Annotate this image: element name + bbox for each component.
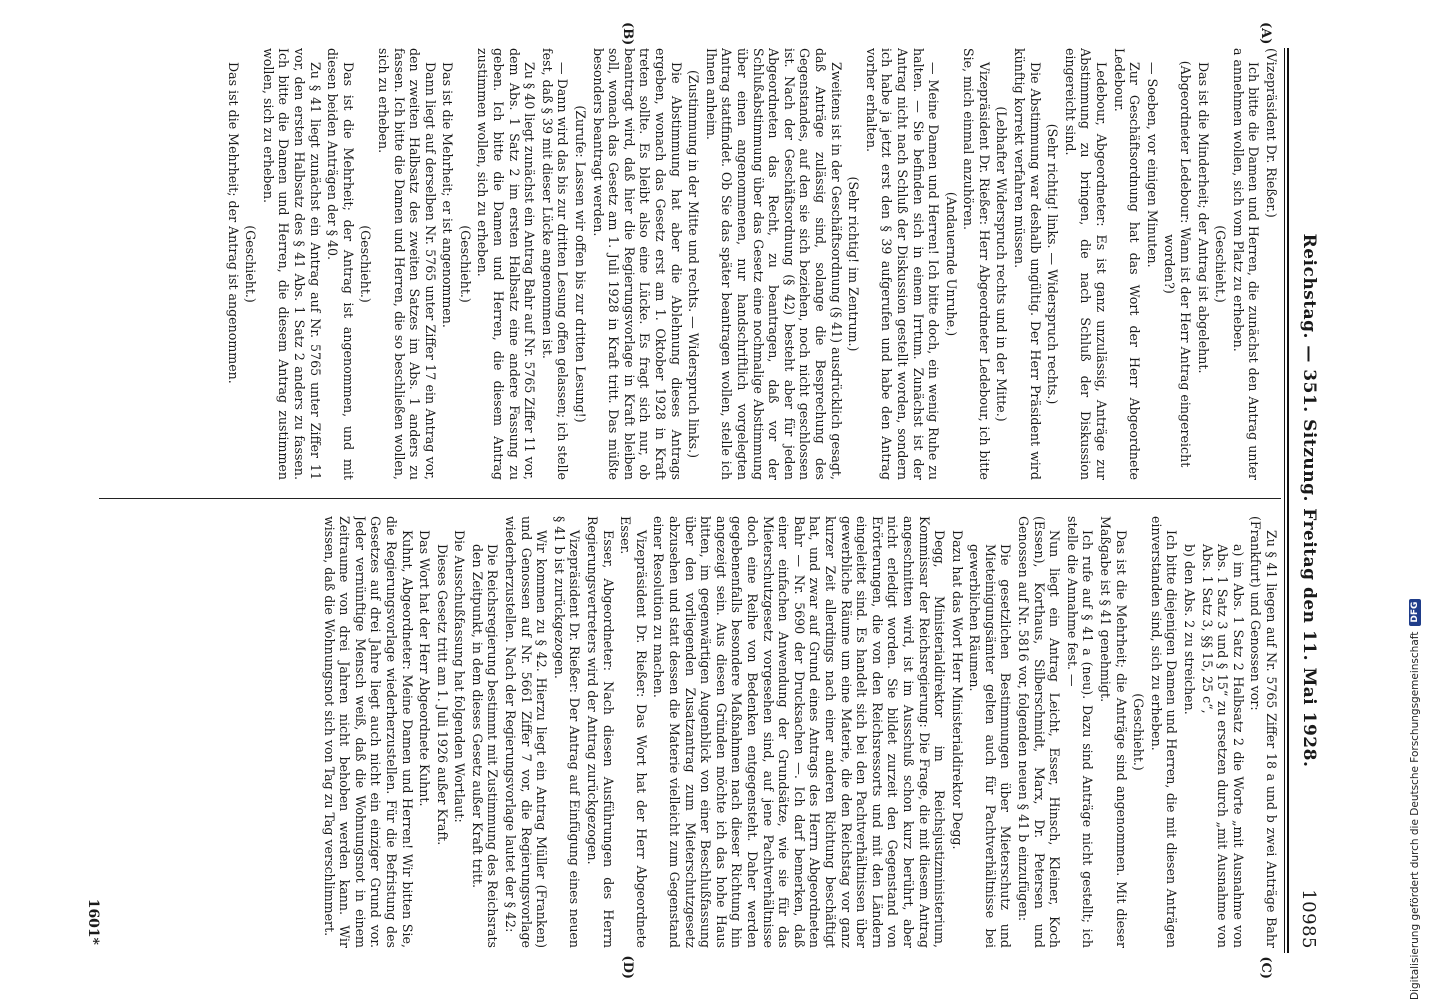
- column-divider: [99, 498, 1281, 499]
- paragraph: Nun liegt ein Antrag Leicht, Esser, Hinsch, Kleiner, Koch (Essen), Korthaus, Silberschmidt, Marx, Dr. Petersen und Genossen auf Nr. 5816 vor, folgenden neuen § 41 b einzufügen:: [1016, 516, 1063, 948]
- running-head: [1291, 48, 1325, 953]
- paragraph: Die gesetzlichen Bestimmungen über Mieterschutz und Mieteinigungsämter gelten auch für Pachtverhältnisse bei gewerblichen Räumen.: [967, 544, 1014, 948]
- paragraph: Dann liegt auf derselben Nr. 5765 unter Ziffer 17 ein Antrag vor, den zweiten Halbsatz des zweiten Satzes im Abs. 1 anders zu fassen. Ich bitte die Damen und Herren, die so beschließen wollen, sich zu erheben.: [375, 48, 438, 480]
- paragraph: Degg, Ministerialdirektor im Reichsjustizministerium, Kommissar der Reichsregierung: Die Frage, die mit diesem Antrag angeschnitten wird, ist im Ausschuß schon kurz berührt, aber nicht erledigt worden. Sie bildet zurzeit den Gegenstand von Erörterungen, die von den Reichsressorts und mit den Ländern eingeleitet sind. Es handelt sich bei den Pachtverhältnissen über gewerbliche Räume um eine Materie, die den Reichstag vor ganz kurzer Zeit allerdings nach einer anderen Richtung beschäftigt hat, und zwar auf Grund eines Antrags des Herrn Abgeordneten Bahr — Nr. 5690 der Drucksachen —. Ich darf bemerken, daß einer einfachen Anwendung der Grundsätze, wie sie für das Mieterschutzgesetz vorgesehen sind, auf jene Pachtverhältnisse doch eine Reihe von Bedenken entgegensteht. Daher werden gegebenenfalls besondere Maßnahmen nach dieser Richtung hin angezeigt sein. Aus diesen Gründen möchte ich das hohe Haus bitten, im gegenwärtigen Augenblick von einer Beschlußfassung über den vorliegenden Zusatzantrag zum Mieterschutzgesetz abzusehen und statt dessen die Materie vielleicht zum Gegenstand einer Resolution zu machen.: [651, 516, 948, 948]
- paragraph: (Lebhafter Widerspruch rechts und in der Mitte.): [994, 106, 1010, 422]
- paragraph: Zu § 41 liegen auf Nr. 5765 Ziffer 18 a und b zwei Anträge Bahr (Frankfurt) und Genossen vor:: [1248, 516, 1279, 948]
- paragraph: (Geschieht.): [1131, 693, 1147, 771]
- paragraph: (Abgeordneter Ledebour: Wann ist der Herr Antrag eingereicht worden?): [1162, 60, 1194, 468]
- paragraph: — Meine Damen und Herren! Ich bitte doch, ein wenig Ruhe zu halten. — Sie befinden sich in einem Irrtum. Zunächst ist der Antrag nicht nach Schluß der Diskussion gestellt worden, sondern ich habe ja jetzt erst den § 39 aufgerufen und habe den Antrag vorher erhalten.: [863, 48, 942, 480]
- paragraph: Ich rufe auf § 41 a (neu). Dazu sind Anträge nicht gestellt; ich stelle die Annahme fest. —: [1064, 516, 1096, 948]
- left-text-column: [99, 48, 1279, 480]
- paragraph: Das ist die Mehrheit; der Antrag ist angenommen.: [225, 62, 241, 384]
- digitization-credit-text: Digitalisierung gefördert durch die Deutsche Forschungsgemeinschaft: [1409, 631, 1421, 1000]
- document-page: [85, 22, 1325, 979]
- paragraph: (Geschieht.): [358, 225, 374, 303]
- paragraph: (Geschieht.): [1213, 225, 1229, 303]
- page-number: 10985: [1298, 889, 1319, 949]
- paragraph: Das ist die Mehrheit; die Anträge sind angenommen. Mit dieser Maßgabe ist § 41 genehmigt.: [1098, 516, 1129, 948]
- paragraph: — Soeben, vor einigen Minuten.: [1144, 62, 1160, 268]
- paragraph: (Zustimmung in der Mitte und rechts. — Widerspruch links.): [686, 69, 702, 458]
- paragraph: Zur Geschäftsordnung hat das Wort der Herr Abgeordnete Ledebour.: [1111, 48, 1143, 480]
- margin-marker-d: (D): [620, 955, 635, 979]
- paragraph: Das ist die Minderheit; der Antrag ist abgelehnt.: [1195, 62, 1211, 374]
- digitization-credit: [1406, 10, 1424, 1000]
- paragraph: Zu § 40 liegt zunächst ein Antrag Bahr auf Nr. 5765 Ziffer 11 vor, dem Abs. 1 Satz 2 im ersten Halbsatz eine andere Fassung zu geben. Ich bitte die Damen und Herren, die diesem Antrag zustimmen wollen, sich zu erheben.: [475, 48, 538, 480]
- margin-marker-c: (C): [1258, 956, 1273, 979]
- paragraph: Das ist die Mehrheit; der Antrag ist angenommen, und mit diesen beiden Anträgen der § 40.: [325, 48, 356, 480]
- paragraph: (Andauernde Unruhe.): [943, 191, 959, 337]
- paragraph: Ich bitte diejenigen Damen und Herren, die mit diesen Anträgen einverstanden sind, sich zu erheben.: [1148, 516, 1180, 948]
- paragraph: (Sehr richtig! im Zentrum.): [846, 176, 862, 352]
- paragraph: Vizepräsident Dr. Rießer: Herr Abgeordneter Ledebour, ich bitte Sie, mich einmal anzuhören.: [961, 48, 992, 480]
- paragraph: (Vizepräsident Dr. Rießer.): [1264, 48, 1279, 218]
- paragraph: Das ist die Mehrheit; er ist angenommen.: [440, 62, 456, 328]
- paragraph: Dieses Gesetz tritt am 1. Juli 1926 außer Kraft.: [434, 544, 450, 846]
- paragraph: Vizepräsident Dr. Rießer: Das Wort hat der Herr Abgeordnete Esser.: [618, 516, 649, 948]
- dfg-logo: DFG: [1409, 599, 1421, 626]
- paragraph: (Geschieht.): [457, 225, 473, 303]
- paragraph: Die Abstimmung war deshalb ungültig. Der Herr Präsident wird künftig korrekt verfahren müssen.: [1012, 48, 1043, 480]
- paragraph: Ledebour, Abgeordneter: Es ist ganz unzulässig, Anträge zur Abstimmung zu bringen, die nach Schluß der Diskussion eingereicht sind.: [1062, 48, 1110, 480]
- margin-marker-a: (A): [1258, 22, 1273, 45]
- paragraph: Esser, Abgeordneter: Nach diesen Ausführungen des Herrn Regierungsvertreters wird der Antrag zurückgezogen.: [585, 516, 616, 948]
- paragraph: — Dann wird das bis zur dritten Lesung offen gelassen; ich stelle fest, daß § 39 mit dieser Lücke angenommen ist.: [539, 48, 571, 480]
- paragraph: Vizepräsident Dr. Rießer: Der Antrag auf Einfügung eines neuen § 41 b ist zurückgezogen.: [551, 516, 583, 948]
- paragraph: Zweitens ist in der Geschäftsordnung (§ 41) ausdrücklich gesagt, daß Anträge zulässig sind, solange die Besprechung des Gegenstandes, auf den sie sich beziehen, noch nicht geschlossen ist. Nach der Geschäftsordnung (§ 42) besteht aber für jeden Abgeordneten das Recht, zu beantragen, daß vor der Schlußabstimmung über das Gesetz eine nochmalige Abstimmung über einen angenommenen, nur handschriftlich vorgelegten Antrag stattfindet. Ob Sie das später beantragen wollen, stelle ich Ihnen anheim.: [703, 48, 844, 480]
- paragraph: Die Abstimmung hat aber die Ablehnung dieses Antrags ergeben, wonach das Gesetz erst am 1. Oktober 1928 in Kraft treten sollte. Es bleibt also eine Lücke. Es fragt sich nur, ob beantragt wird, daß hier die Regierungsvorlage in Kraft bleiben soll, wonach das Gesetz am 1. Juli 1928 in Kraft tritt. Das müßte besonders beantragt werden.: [590, 48, 684, 480]
- paragraph: Zu § 41 liegt zunächst ein Antrag auf Nr. 5765 unter Ziffer 11 vor, den ersten Halbsatz des § 41 Abs. 1 Satz 2 anders zu fassen. Ich bitte die Damen und Herren, die diesem Antrag zustimmen wollen, sich zu erheben.: [260, 48, 323, 480]
- paragraph: Wir kommen zu § 42. Hierzu liegt ein Antrag Müller (Franken) und Genossen auf Nr. 5661 Ziffer 7 vor, die Regierungsvorlage wiederherzustellen. Nach der Regierungsvorlage lautet der § 42:: [503, 516, 550, 948]
- paragraph: (Sehr richtig! links. — Widerspruch rechts.): [1045, 123, 1061, 405]
- paragraph: (Zurufe: Lassen wir offen bis zur dritten Lesung!): [573, 105, 589, 423]
- paragraph: Kuhnt, Abgeordneter: Meine Damen und Herren! Wir bitten Sie, die Regierungsvorlage wiederherzustellen. Für die Befristung des Gesetzes auf drei Jahre liegt auch nicht ein einziger Grund vor. Jeder vernünftige Mensch weiß, daß die Wohnungsnot in einem Zeitraume von drei Jahren nicht behoben werden kann. Wir wissen, daß die Wohnungsnot sich von Tag zu Tag verschlimmert.: [321, 516, 415, 948]
- paragraph: Die Ausschußfassung hat folgenden Wortlaut:: [452, 530, 468, 823]
- header-rule: [1284, 48, 1289, 953]
- paragraph: b) den Abs. 2 zu streichen.: [1182, 544, 1198, 715]
- right-text-column: [99, 516, 1279, 948]
- page-header-title: Reichstag. — 351. Sitzung. Freitag den 11. Mai 1928.: [1299, 233, 1319, 768]
- paragraph: Dazu hat das Wort Herr Ministerialdirektor Degg.: [949, 530, 965, 850]
- paragraph: Die Reichsregierung bestimmt mit Zustimmung des Reichsrats den Zeitpunkt, in dem dieses Gesetz außer Kraft tritt.: [469, 544, 501, 948]
- signature-number: 1601*: [85, 898, 101, 945]
- paragraph: a) im Abs. 1 Satz 2 Halbsatz 2 die Worte „mit Ausnahme von Abs. 1 Satz 3 und § 15“ zu ersetzen durch „mit Ausnahme von Abs. 1 Satz 3, §§ 15, 25 c“,: [1199, 544, 1246, 948]
- paragraph: Ich bitte die Damen und Herren, die zunächst den Antrag unter a annehmen wollen, sich vom Platz zu erheben.: [1230, 48, 1262, 480]
- paragraph: (Geschieht.): [243, 225, 259, 303]
- paragraph: Das Wort hat der Herr Abgeordnete Kuhnt.: [417, 530, 433, 807]
- margin-marker-b: (B): [620, 22, 635, 46]
